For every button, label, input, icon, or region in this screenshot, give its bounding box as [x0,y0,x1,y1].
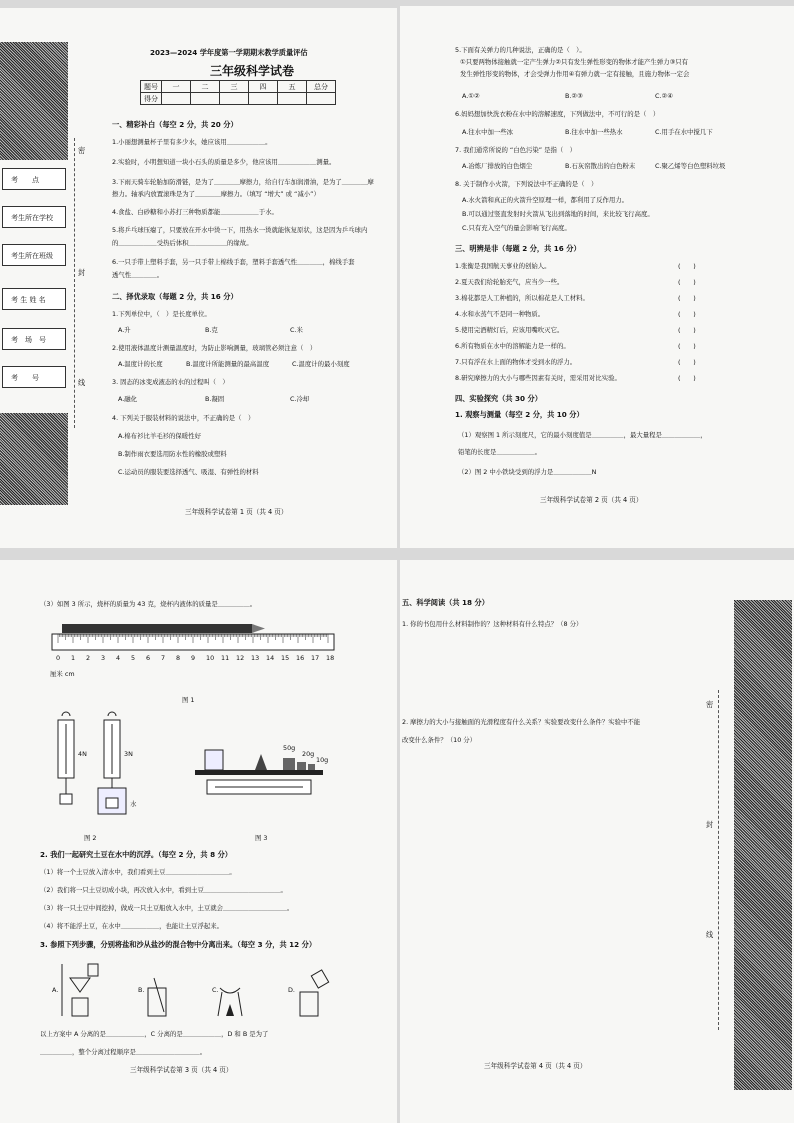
margin-mark-feng: 封 [706,820,714,829]
choice-option[interactable]: B.制作雨衣要选用防水性的橡胶或塑料 [118,450,227,458]
section5-title: 五、科学阅读（共 18 分） [402,598,489,607]
choice-question: 8. 关于制作小火箭，下列说法中不正确的是（ ） [455,180,598,188]
choice-option[interactable]: A.升 [118,326,131,334]
subsection-title: 1. 观察与测量（每空 2 分，共 10 分） [455,410,584,419]
judge-paren[interactable]: ( ) [678,358,696,366]
obs-item: （3）如图 3 所示，烧杯的质量为 43 克，烧杯内液体的质量是＿＿＿＿＿。 [40,600,257,608]
ruler-figure [50,616,340,680]
step-b-stir-icon [148,978,166,1016]
judge-item: 2.夏天我们给轮胎充气，应当少一些。 [455,278,564,286]
ruler-tick-label: 11 [221,654,230,662]
weight-label: 50g [283,744,296,752]
choice-option[interactable]: B.可以通过竖直发射时火箭从飞出到落地的时间，来比较飞行高度。 [462,210,654,218]
pencil-tip-icon [252,624,265,633]
beaker-icon [205,750,223,770]
fig1-caption: 图 1 [182,696,195,704]
spring-label-water: 水 [130,800,137,808]
page-footer: 三年级科学试卷第 1 页（共 4 页） [185,508,288,516]
ruler-tick-label: 1 [71,654,76,662]
exam-title: 三年级科学试卷 [210,64,295,78]
q2-item: （4）将不能浮土豆，在水中＿＿＿＿＿＿，也能让土豆浮起来。 [40,922,224,930]
judge-item: 5.使用完酒精灯后，应该用嘴吹灭它。 [455,326,564,334]
score-head-5: 五 [278,81,307,93]
fill-item: 透气性＿＿＿＿。 [112,271,164,279]
side-label-exam-site: 考 点 [2,168,66,190]
margin-hatch-top [0,42,68,160]
choice-option[interactable]: B.克 [205,326,218,334]
choice-option[interactable]: A.冶炼厂排放的白色烟尘 [462,162,533,170]
choice-question: 5.下面有关弹力的几种说法，正确的是（ ）。 [455,46,586,54]
score-head-1: 一 [162,81,191,93]
spring-scale-figure [50,710,160,830]
fill-item: 6.一只手带上塑料手套，另一只手带上棉线手套，塑料手套透气性＿＿＿＿，棉线手套 [112,258,355,266]
choice-option[interactable]: C.运动员的服装要选择透气、吸湿、有弹性的材料 [118,468,259,476]
choice-option[interactable]: B.②③ [565,92,583,100]
weight-50g-icon [283,758,295,770]
choice-option[interactable]: B.凝固 [205,395,225,403]
fill-item: 2.实验时，小明想知道一块小石头的质量是多少，他应该用＿＿＿＿＿＿测量。 [112,158,336,166]
judge-paren[interactable]: ( ) [678,310,696,318]
score-cell[interactable] [220,93,249,105]
judge-paren[interactable]: ( ) [678,342,696,350]
choice-option[interactable]: B.往水中加一些热水 [565,128,623,136]
step-label: B. [138,986,145,994]
step-label: C. [212,986,219,994]
ruler-tick-label: 0 [56,654,61,662]
weight-label: 20g [302,750,315,758]
seal-line [718,690,719,1030]
score-cell[interactable] [191,93,220,105]
score-head-2: 二 [191,81,220,93]
fill-item: 3.下雨天骑车轮胎加防滑链，是为了＿＿＿＿摩擦力，给自行车加润滑油，是为了＿＿＿＿摩 [112,178,374,186]
iron-block-icon [60,794,72,804]
ruler-tick-label: 8 [176,654,181,662]
choice-option[interactable]: A.融化 [118,395,138,403]
seal-line [74,138,75,428]
ruler-tick-label: 4 [116,654,121,662]
choice-question: 7. 我们通常所说的 “白色污染” 是指（ ） [455,146,577,154]
judge-paren[interactable]: ( ) [678,294,696,302]
section4-title: 四、实验探究（共 30 分） [455,394,542,403]
fill-item: 4.食盐、白砂糖和小苏打三种物质都能＿＿＿＿＿＿于水。 [112,208,278,216]
score-row-label: 得分 [141,93,162,105]
judge-item: 3.棉花都是人工种植的，所以棉花是人工材料。 [455,294,589,302]
score-cell[interactable] [249,93,278,105]
fill-item: 5.将乒乓球压瘪了，只要放在开水中烫一下，用热水一烫就能恢复原状，这是因为乒乓球内 [112,226,368,234]
choice-option[interactable]: C.只有充入空气的量会影响飞行高度。 [462,224,571,232]
fill-item: 的＿＿＿＿＿＿受热后体积＿＿＿＿＿＿的缘故。 [112,239,253,247]
spring-label-4n: 4N [78,750,87,758]
obs-item: 铅笔的长度是＿＿＿＿＿＿。 [458,448,542,456]
choice-option[interactable]: A.往水中加一些冰 [462,128,514,136]
section2-title: 二、择优录取（每题 2 分，共 16 分） [112,292,238,301]
side-label-school: 考生所在学校 [2,206,66,228]
q2-item: （2）我们将一只土豆切成小块，再次放入水中，看到土豆＿＿＿＿＿＿＿＿＿＿＿＿。 [40,886,287,894]
judge-paren[interactable]: ( ) [678,262,696,270]
margin-mark-xian: 线 [78,378,86,387]
obs-item: （2）图 2 中小铁块受到的浮力是＿＿＿＿＿＿N [458,468,597,476]
spring-scale-right [98,712,126,814]
reading-question: 2. 摩擦力的大小与接触面的光滑程度有什么关系？实验要改变什么条件？实验中不能 [402,718,641,726]
step-label: D. [288,986,295,994]
fill-item: 擦力。轴承内放置滚珠是为了＿＿＿＿摩擦力。（填写 “增大” 或 “减小”） [112,190,320,198]
margin-mark-mi: 密 [78,146,86,155]
margin-hatch-bottom [0,413,68,505]
choice-option[interactable]: B.温度计所能测量的最高温度 [186,360,270,368]
side-label-number: 考 号 [2,366,66,388]
choice-option[interactable]: A.棉布衫比羊毛衫的保暖性好 [118,432,201,440]
choice-option[interactable]: C.冷却 [290,395,310,403]
judge-paren[interactable]: ( ) [678,326,696,334]
side-label-room: 考 场 号 [2,328,66,350]
score-head-total: 总分 [307,81,336,93]
margin-hatch-right [734,600,792,1090]
choice-option[interactable]: A.①② [462,92,480,100]
ruler-tick-label: 7 [161,654,166,662]
section3-title: 三、明辨是非（每题 2 分，共 16 分） [455,244,581,253]
reading-question: 1. 你的书包用什么材料制作的？这种材料有什么特点？（8 分） [402,620,583,628]
ruler-tick-label: 3 [101,654,106,662]
score-table [140,80,336,105]
judge-item: 6.所有物质在水中的溶解能力是一样的。 [455,342,570,350]
section1-title: 一、精彩补白（每空 2 分，共 20 分） [112,120,238,129]
choice-line: 发生弹性形变的物体，才会受弹力作用④有弹力就一定有接触，且施力物体一定会 [460,70,690,78]
ruler-tick-label: 5 [131,654,136,662]
q2-title: 2. 我们一起研究土豆在水中的沉浮。（每空 2 分，共 8 分） [40,850,232,859]
step-d-pour-icon [300,970,329,1016]
choice-question: 6.妈妈想加快洗衣粉在水中的溶解速度，下列做法中，不可行的是（ ） [455,110,660,118]
judge-paren[interactable]: ( ) [678,374,696,382]
q2-item: （3）将一只土豆中间挖掉，做成一只土豆船放入水中，土豆就会＿＿＿＿＿＿＿＿＿＿。 [40,904,294,912]
spring-label-3n: 3N [124,750,133,758]
score-cell[interactable] [162,93,191,105]
spring-scale-left [58,712,74,804]
balance-beam [195,770,323,775]
weight-label: 10g [316,756,329,764]
choice-question: 1.下列单位中，（ ）是长度单位。 [112,310,211,318]
score-cell[interactable] [278,93,307,105]
step-label: A. [52,986,59,994]
page-footer: 三年级科学试卷第 4 页（共 4 页） [484,1062,587,1070]
choice-option[interactable]: C.温度计的最小刻度 [292,360,350,368]
iron-block-icon [106,798,118,808]
choice-option[interactable]: C.米 [290,326,303,334]
separation-steps-figure [50,958,350,1022]
page-footer: 三年级科学试卷第 3 页（共 4 页） [130,1066,233,1074]
choice-line: ①只要两物体接触就一定产生弹力②只有发生弹性形变的物体才能产生弹力③只有 [460,58,689,66]
judge-item: 8.研究摩擦力的大小与哪些因素有关时，需采用对比实验。 [455,374,621,382]
ruler-tick-label: 10 [206,654,215,662]
choice-question: 4. 下列关于服装材料的说法中，不正确的是（ ） [112,414,255,422]
margin-mark-xian: 线 [706,930,714,939]
q3-item: 以上方案中 A 分离的是＿＿＿＿＿＿，C 分离的是＿＿＿＿＿＿，D 和 B 是为了 [40,1030,269,1038]
choice-option[interactable]: B.石灰窑散出的白色粉末 [565,162,636,170]
ruler-tick-label: 18 [326,654,335,662]
exam-page-4 [400,560,794,1123]
reading-question: 改变什么条件？（10 分） [402,736,477,744]
ruler-tick-label: 2 [86,654,91,662]
choice-option[interactable]: C.聚乙烯等白色塑料垃圾 [655,162,726,170]
score-head-3: 三 [220,81,249,93]
ruler-tick-label: 15 [281,654,290,662]
choice-option[interactable]: C.②④ [655,92,673,100]
exam-page-1 [0,8,397,548]
margin-mark-mi: 密 [706,700,714,709]
score-head-4: 四 [249,81,278,93]
weight-20g-icon [297,762,306,770]
score-head-0: 题号 [141,81,162,93]
obs-item: （1）观察图 1 所示刻度尺，它的最小刻度值是＿＿＿＿＿，最大量程是＿＿＿＿＿＿， [458,431,707,439]
weight-10g-icon [308,764,315,770]
side-label-name: 考 生 姓 名 [2,288,66,310]
choice-question: 2.使用液体温度计测量温度时，为防止影响测量，玻璃管必须注意（ ） [112,344,317,352]
ruler-tick-label: 9 [191,654,196,662]
q3-title: 3. 参照下列步骤，分别将盐和沙从盐沙的混合物中分离出来。（每空 3 分，共 12 分） [40,940,317,949]
ruler-tick-label: 13 [251,654,260,662]
judge-item: 1.张衡是我国航天事业的创始人。 [455,262,551,270]
ruler-tick-label: 12 [236,654,245,662]
ruler-tick-label: 16 [296,654,305,662]
q2-item: （1）将一个土豆放入清水中，我们看到土豆＿＿＿＿＿＿＿＿＿＿。 [40,868,236,876]
ruler-unit: 厘米 cm [50,670,75,678]
fig3-caption: 图 3 [255,834,268,842]
ruler-tick-label: 6 [146,654,151,662]
q3-item: ＿＿＿＿＿，整个分离过程顺序是＿＿＿＿＿＿＿＿＿＿。 [40,1048,207,1056]
step-c-evaporate-icon [218,988,242,1016]
exam-page-3 [0,560,397,1123]
pencil-icon [62,624,252,633]
judge-item: 7.只有浮在水上面的物体才受到水的浮力。 [455,358,577,366]
choice-option[interactable]: A.温度计的长度 [118,360,163,368]
choice-question: 3. 固态的冰变成液态的水的过程叫（ ） [112,378,229,386]
fig2-caption: 图 2 [84,834,97,842]
side-label-class: 考生所在班级 [2,244,66,266]
balance-pivot-icon [255,754,267,770]
exam-page-2 [400,6,794,548]
exam-header: 2023—2024 学年度第一学期期末教学质量评估 [150,48,308,57]
judge-paren[interactable]: ( ) [678,278,696,286]
page-footer: 三年级科学试卷第 2 页（共 4 页） [540,496,643,504]
choice-option[interactable]: A.水火箭和真正的火箭升空原理一样，都利用了反作用力。 [462,196,629,204]
score-cell[interactable] [307,93,336,105]
step-a-filter-icon [62,964,98,1016]
choice-option[interactable]: C.用手在水中搅几下 [655,128,713,136]
ruler-tick-label: 17 [311,654,320,662]
judge-item: 4.水和水蒸气不是同一种物质。 [455,310,545,318]
ruler-tick-label: 14 [266,654,275,662]
margin-mark-feng: 封 [78,268,86,277]
fill-item: 1.小丽想测量杯子里有多少水，她应该用＿＿＿＿＿＿。 [112,138,272,146]
